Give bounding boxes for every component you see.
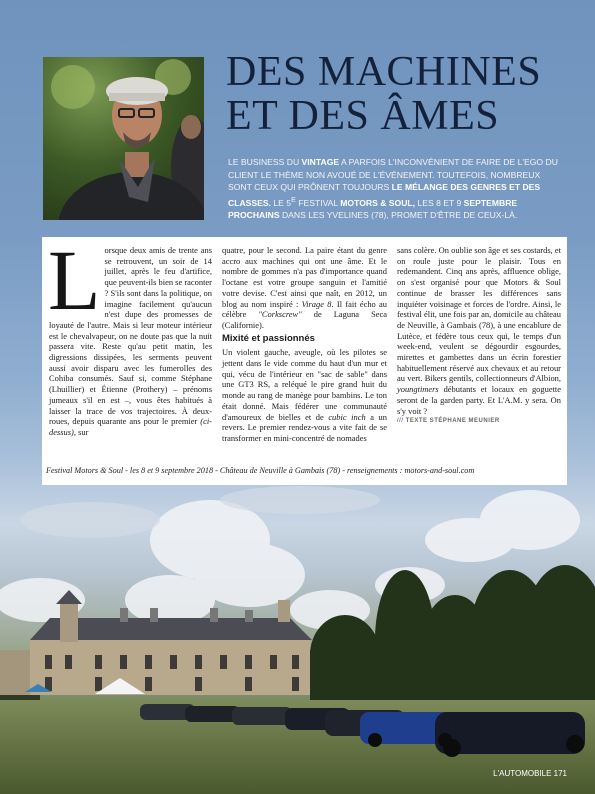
portrait-photo [43, 57, 204, 220]
body-italic: youngtimers [397, 384, 439, 395]
body-italic: Virage 8 [301, 298, 332, 309]
body-text: de Laguna Seca (Californie). [222, 309, 387, 330]
lede-text: LE 5 [270, 197, 292, 208]
author-credit [397, 416, 561, 427]
subheading: Mixité et passionnés [222, 332, 315, 344]
body-text: . Il fait écho au célèbre [222, 298, 387, 320]
lede-text: A PARFOIS L'INCONVÉNIENT DE FAIRE DE L'EGO DU CLIENT LE THÈME NON AVOUÉ DE L'ÉVÉNEMENT. TOUTEFOIS, NOMBREUX SONT CEUX QUI PRÔNENT TOUJOURS [228, 157, 558, 193]
lede-bold: SEPTEMBRE PROCHAINS [228, 197, 518, 221]
body-text: , sur [73, 426, 89, 437]
lede-text: LE BUSINESS DU [228, 157, 302, 167]
page-folio: L'AUTOMOBILE 171 [493, 769, 567, 778]
event-caption [46, 466, 562, 475]
body-text: a un revers. Le premier rendez-vous a vite fait de se transformer en mini-concentré de nomades [222, 411, 387, 443]
caption-event: Festival Motors & Soul [46, 466, 124, 475]
body-text: quatre, pour le second. La paire étant du genre accro aux machines qui ont une âme. Et le nombre de gommes n'a pas d'importance quand l'octane est votre groupe sanguin et l'amitié votre devise. C'est ainsi que naît, en 2012, un blog au nom inspiré : [222, 245, 387, 309]
drop-cap: L [48, 232, 101, 328]
credit-mark: /// [397, 418, 404, 425]
lede-text: DANS LES YVELINES (78), PROMET D'ÊTRE DE CEUX-LÀ. [279, 210, 518, 221]
body-text: débutants et locaux en goguette seront de la garden party. Et L'A.M. y sera. On s'y voit ? [397, 384, 561, 416]
body-column-2 [222, 245, 387, 444]
title-line-2: ET DES ÂMES [226, 93, 500, 139]
body-text: Un violent gauche, aveugle, où les pilotes se jettent dans le vide comme du haut d'un mur et qui, vécu de l'intérieur en "sac de sable" dans une GT3 RS, a reléqué le pire grand huit du monde au rang de manège pour bambins. Le ton était donné. Mais fédérer une communauté d'amoureux de bielles et de [222, 347, 387, 422]
caption-details: - les 8 et 9 septembre 2018 - Château de Neuville à Gambais (78) - renseignements : motors-and-soul.com [123, 466, 475, 475]
lede-text: LES 8 ET 9 [415, 197, 464, 208]
lede-sup: E [291, 195, 296, 204]
body-text: orsque deux amis de trente ans se retrouvent, un soir de 14 juillet, après le feu d'artifice, que peuvent-ils bien se raconter ? S'ils sont dans la politique, on imagine facilement qu'aucun n'est dupe des promesses de loyauté de l'autre. Mais si leur moteur intérieur est le chevalvapeur, on ne doute pas que la nuit passera vite. Reste qu'au petit matin, les digressions dissipées, les serments peuvent aussi avoir disparu avec les fumerolles des Cohiba consumés. Sauf si, comme Stéphane (Lhuillier) et Étienne (Prothery) – prénoms jumeaux s'il en est –, vous êtes habitués à laisser la trace de vos trajectoires. À deux-roues, depuis quarante ans pour le premier [49, 245, 212, 427]
lede-bold: MOTORS & SOUL, [340, 197, 416, 208]
body-italic: (ci-dessus) [49, 416, 212, 437]
article-lede [228, 156, 566, 222]
credit-text: TEXTE STÉPHANE MEUNIER [403, 418, 500, 425]
lede-bold: VINTAGE [301, 157, 340, 167]
article-body-box [42, 232, 567, 485]
title-line-1: DES MACHINES [226, 49, 542, 95]
lede-bold: LE MÉLANGE DES GENRES ET DES CLASSES. [228, 182, 541, 208]
article-title [226, 50, 586, 138]
body-italic: "Corkscrew" [258, 309, 302, 320]
body-column-3 [397, 245, 561, 427]
body-italic: cubic inch [328, 411, 366, 422]
lede-text: FESTIVAL [295, 197, 341, 208]
trees [310, 565, 595, 710]
body-column-1 [48, 232, 212, 438]
body-text: sans colère. On oublie son âge et ses costards, et on roule juste pour le plaisir. Tous en redemandent. Cinq ans après, affluence oblige, on s'est organisé pour que Motors & Soul continue de brasser les différences sans inquiéter voisinage et forces de l'ordre. Ainsi, le festival élit, une fois par an, domicile au château de Neuville, à Gambais (78), à une encablure de Lutèce, et fédère tous ceux qui, le temps d'un week-end, veulent se dégourdir esgourdes, mirettes et gambettes dans un écrin forestier habituellement réservé aux chevaux et au retour au vert. Bikers gentils, collectionneurs d'Albion, [397, 245, 561, 384]
